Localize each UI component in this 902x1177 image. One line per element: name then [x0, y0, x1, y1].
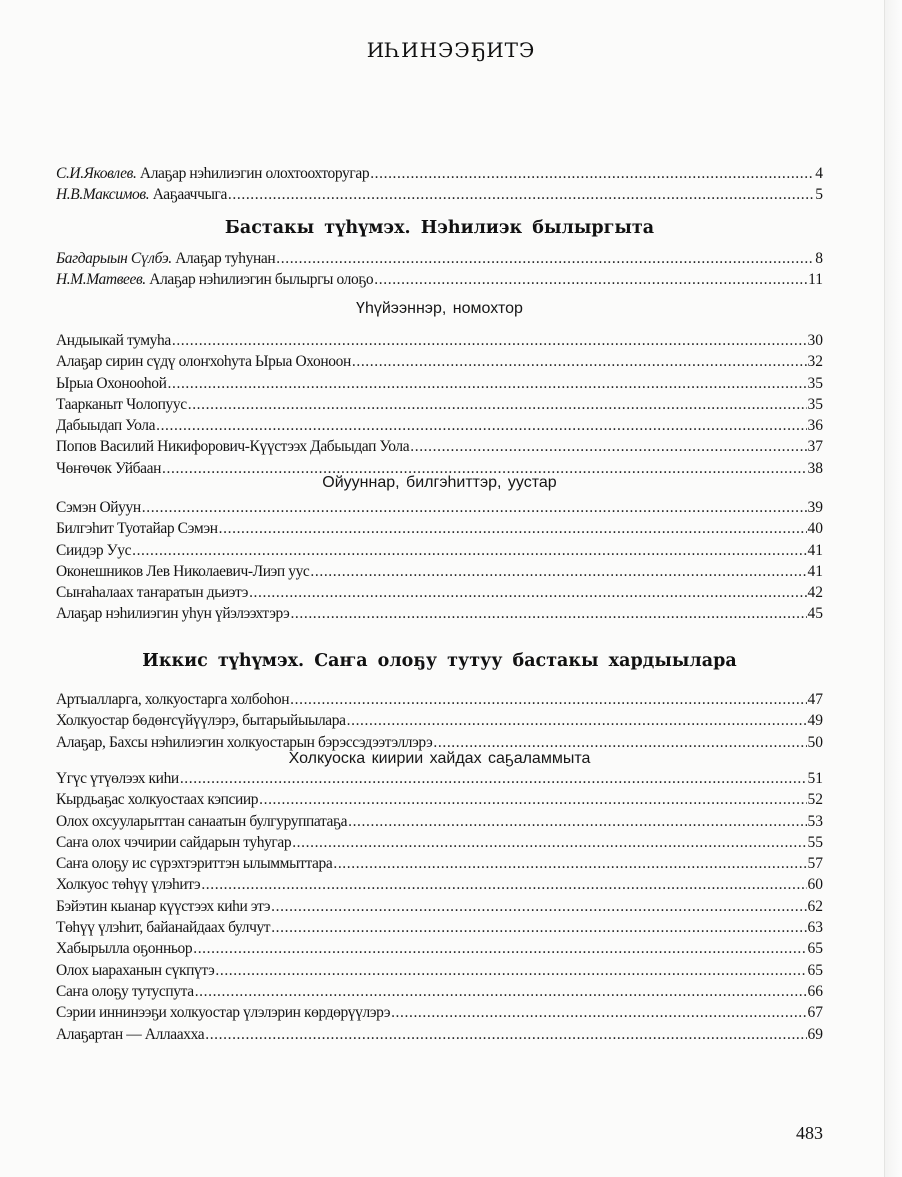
entry-page: 50: [807, 733, 823, 751]
part2-entries: [56, 689, 823, 753]
entry-title: Саҥа олоҕу тутуспута: [56, 982, 194, 1000]
part1-heading: Бастакы түһүмэх. Нэһилиэк былыргыта: [224, 218, 655, 238]
toc-entry[interactable]: [56, 184, 823, 205]
toc-entry[interactable]: [56, 981, 823, 1002]
entry-author: Н.М.Матвеев.: [56, 271, 146, 289]
entry-title: Бэйэтин кыанар күүстээх киһи этэ: [56, 897, 271, 915]
dot-leader: [132, 540, 806, 561]
dot-leader: [391, 1002, 806, 1023]
entry-page: 65: [807, 961, 823, 979]
entry-page: 67: [807, 1004, 823, 1022]
dot-leader: [156, 415, 806, 436]
entry-page: 51: [807, 770, 823, 787]
toc-entry[interactable]: [56, 540, 823, 561]
entry-page: 45: [807, 605, 823, 623]
dot-leader: [172, 330, 807, 351]
toc-entry[interactable]: [56, 789, 823, 810]
entry-title: Алаҕар сирин сүдү олоҥхоһута Ырыа Охоноон: [56, 353, 351, 371]
dot-leader: [205, 1024, 806, 1045]
dot-leader: [188, 394, 807, 415]
entry-page: 30: [807, 332, 823, 349]
entry-title: Таарканыт Чолопуус: [56, 395, 187, 413]
dot-leader: [180, 768, 807, 789]
entry-title: Төһүү үлэһит, байанайдаах булчут: [56, 919, 271, 937]
subsection-heading-shamans: Ойууннар, билгэһиттэр, уустар: [322, 474, 557, 491]
dot-leader: [374, 269, 807, 290]
dot-leader: [249, 582, 806, 603]
toc-entry[interactable]: [56, 710, 823, 731]
entry-title: Оконешников Лев Николаевич-Лиэп уус: [56, 562, 310, 580]
toc-entry[interactable]: [56, 582, 823, 603]
page-number: 483: [796, 1123, 823, 1143]
subsection-heading-legends: Үһүйээннэр, номохтор: [356, 300, 523, 317]
dot-leader: [271, 896, 806, 917]
entry-title: Сэмэн Ойуун: [56, 499, 141, 516]
entry-page: 63: [807, 919, 823, 937]
entry-title: Дабыыдап Уола: [56, 417, 156, 435]
entry-title: Андыыкай тумуһа: [56, 332, 171, 349]
entry-page: 35: [807, 395, 823, 413]
dot-leader: [310, 561, 806, 582]
page-title: ИҺИНЭЭҔИТЭ: [366, 38, 536, 62]
entry-page: 37: [807, 438, 823, 456]
entry-title: Ааҕааччыга: [152, 186, 227, 204]
toc-entry[interactable]: [56, 938, 823, 959]
entry-page: 5: [815, 186, 823, 204]
dot-leader: [271, 917, 806, 938]
entry-title: Олох охсууларыттан санаатын булгуруппатаҕа: [56, 812, 348, 830]
toc-entry[interactable]: [56, 603, 823, 624]
toc-entry[interactable]: [56, 518, 823, 539]
entry-page: 40: [807, 520, 823, 538]
entry-page: 32: [807, 353, 823, 371]
dot-leader: [347, 710, 807, 731]
toc-entry[interactable]: [56, 373, 823, 394]
toc-entry[interactable]: [56, 561, 823, 582]
part1-entries: [56, 248, 823, 291]
entry-page: 41: [807, 562, 823, 580]
entry-page: 52: [807, 791, 823, 809]
shamans-entries: [56, 497, 823, 625]
entry-title: Саҥа олоҕу ис сүрэхтэриттэн ылыммыттара: [56, 855, 333, 873]
entry-page: 38: [807, 459, 823, 477]
entry-page: 65: [807, 940, 823, 958]
entry-title: Хабырылла оҕонньор: [56, 940, 193, 958]
toc-entry[interactable]: [56, 874, 823, 895]
entry-page: 39: [807, 499, 823, 516]
entry-title: Сыҥаһалаах таҥаратын дьиэтэ: [56, 584, 249, 602]
entry-page: 42: [807, 584, 823, 602]
entry-title: Ырыа Охонооһой: [56, 374, 167, 392]
dot-leader: [219, 518, 807, 539]
entry-page: 49: [807, 712, 823, 730]
entry-page: 57: [807, 855, 823, 873]
kolkhoz-entries: [56, 768, 823, 1045]
entry-page: 53: [807, 812, 823, 830]
entry-author: Н.В.Максимов.: [56, 186, 150, 204]
toc-entry[interactable]: [56, 1002, 823, 1023]
toc-entry[interactable]: [56, 248, 823, 269]
toc-entry[interactable]: [56, 960, 823, 981]
entry-page: 8: [815, 250, 823, 267]
entry-author: Багдарыын Сүлбэ.: [56, 250, 172, 267]
toc-entry[interactable]: [56, 768, 823, 789]
toc-entry[interactable]: [56, 689, 823, 710]
dot-leader: [215, 960, 806, 981]
dot-leader: [292, 832, 806, 853]
toc-entry[interactable]: [56, 415, 823, 436]
entry-title: Саҥа олох чэчирии сайдарын туһугар: [56, 833, 292, 851]
subsection-heading-kolkhoz: Холкуоска киирии хайдах саҕаламмыта: [288, 750, 591, 767]
entry-title: Сэрии иннинээҕи холкуостар үлэлэрин көрдөрүүлэрэ: [56, 1004, 391, 1022]
dot-leader: [276, 248, 814, 269]
toc-entry[interactable]: [56, 436, 823, 457]
entry-title: Чөҥөчөк Уйбаан: [56, 459, 162, 477]
intro-entries: [56, 163, 823, 206]
toc-entry[interactable]: [56, 330, 823, 351]
dot-leader: [228, 184, 814, 205]
entry-page: 35: [807, 374, 823, 392]
toc-entry[interactable]: [56, 917, 823, 938]
entry-page: 66: [807, 982, 823, 1000]
dot-leader: [370, 163, 814, 184]
toc-entry[interactable]: [56, 853, 823, 874]
entry-title: Үгүс үтүөлээх киһи: [56, 770, 179, 787]
dot-leader: [352, 351, 807, 372]
dot-leader: [410, 436, 806, 457]
entry-page: 69: [807, 1025, 823, 1043]
toc-entry[interactable]: [56, 269, 823, 290]
dot-leader: [348, 811, 806, 832]
dot-leader: [193, 938, 806, 959]
part2-heading: Иккис түһүмэх. Саҥа олоҕу тутуу бастакы хардыылара: [142, 651, 737, 671]
dot-leader: [168, 373, 807, 394]
toc-entry[interactable]: [56, 1024, 823, 1045]
dot-leader: [201, 874, 806, 895]
entry-page: 55: [807, 833, 823, 851]
toc-entry[interactable]: [56, 163, 823, 184]
entry-title: Попов Василий Никифорович-Күүстээх Дабыыдап Уола: [56, 438, 410, 456]
toc-entry[interactable]: [56, 832, 823, 853]
entry-author: С.И.Яковлев.: [56, 165, 137, 182]
entry-title: Артыалларга, холкуостарга холбоһон: [56, 691, 290, 708]
entry-title: Кырдьаҕас холкуостаах кэпсиир: [56, 791, 259, 809]
entry-page: 60: [807, 876, 823, 894]
page-edge: [884, 0, 902, 1177]
entry-title: Сиидэр Уус: [56, 541, 132, 559]
toc-entry[interactable]: [56, 896, 823, 917]
entry-page: 4: [815, 165, 823, 182]
entry-title: Алаҕар нэһилиэгин уһун үйэлээхтэрэ: [56, 605, 290, 623]
entry-title: Холкуос төһүү үлэһитэ: [56, 876, 201, 894]
entry-title: Алаҕар нэһилиэгин былыргы олоҕо: [149, 271, 374, 289]
entry-page: 36: [807, 417, 823, 435]
legends-entries: [56, 330, 823, 479]
entry-title: Алаҕар туһунан: [175, 250, 276, 267]
toc-entry[interactable]: [56, 351, 823, 372]
dot-leader: [142, 497, 807, 518]
toc-entry[interactable]: [56, 811, 823, 832]
entry-title: Алаҕар, Бахсы нэһилиэгин холкуостарын бэрэссэдээтэллэрэ: [56, 733, 433, 751]
entry-title: Билгэһит Туотайар Сэмэн: [56, 520, 218, 538]
dot-leader: [290, 603, 806, 624]
entry-page: 47: [807, 691, 823, 708]
toc-entry[interactable]: [56, 497, 823, 518]
entry-page: 62: [807, 897, 823, 915]
entry-title: Олох ыараханын сүкпүтэ: [56, 961, 215, 979]
entry-title: Алаҕар нэһилиэгин олохтоохторугар: [139, 165, 370, 182]
dot-leader: [333, 853, 806, 874]
dot-leader: [259, 789, 806, 810]
entry-page: 41: [807, 541, 823, 559]
entry-title: Холкуостар бөдөҥсүйүүлэрэ, бытарыйыылара: [56, 712, 346, 730]
entry-title: Алаҕартан — Аллаахха: [56, 1025, 205, 1043]
entry-page: 11: [808, 271, 823, 289]
dot-leader: [195, 981, 807, 1002]
dot-leader: [290, 689, 806, 710]
toc-entry[interactable]: [56, 394, 823, 415]
